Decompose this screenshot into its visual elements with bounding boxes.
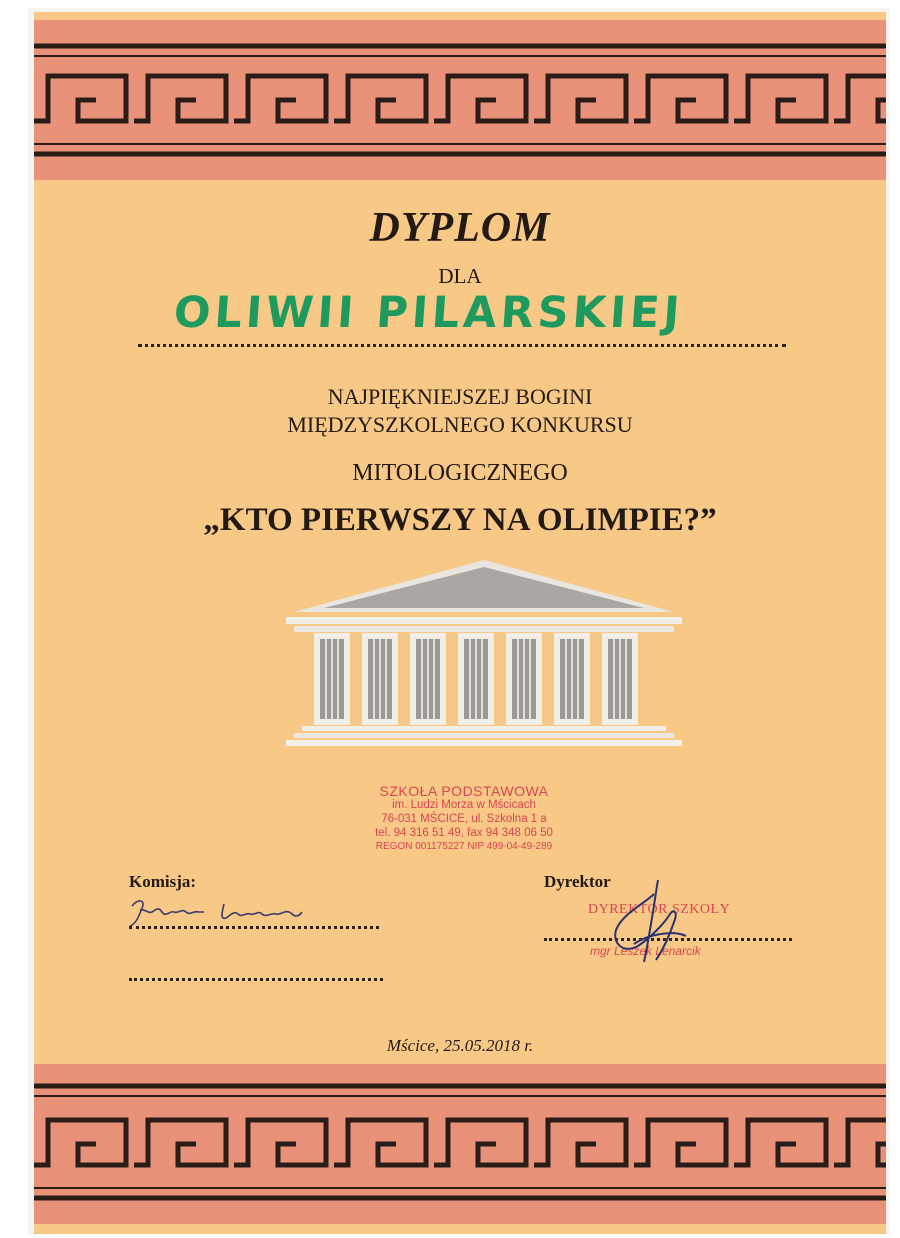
award-line-3: MITOLOGICZNEGO — [352, 460, 568, 486]
meander-pattern-top — [34, 20, 886, 180]
meander-pattern-bottom — [34, 1064, 886, 1224]
committee-signature-line-1 — [129, 924, 379, 929]
top-meander-border — [34, 20, 886, 180]
school-stamp — [364, 784, 564, 854]
recipient-handwritten-name: OLIWII PILARSKIEJ — [172, 288, 686, 338]
bottom-meander-border — [34, 1064, 886, 1224]
committee-label: Komisja: — [129, 872, 197, 891]
school-stamp-patron: im. Ludzi Morza w Mścicach — [392, 799, 536, 811]
award-line-2: MIĘDZYSZKOLNEGO KONKURSU — [287, 412, 633, 437]
greek-temple-icon — [284, 557, 684, 752]
contest-name: „KTO PIERWSZY NA OLIMPIE?” — [203, 502, 717, 538]
school-stamp-ids: REGON 001175227 NIP 499-04-49-289 — [375, 841, 553, 852]
school-stamp-address: 76-031 MŚCICE, ul. Szkolna 1 a — [381, 813, 547, 825]
director-signature — [594, 874, 704, 974]
director-stamp-name: mgr Leszek Lenarcik — [590, 944, 701, 958]
diploma-title: DYPLOM — [369, 205, 551, 251]
school-stamp-phone: tel. 94 316 51 49, fax 94 348 06 50 — [375, 827, 553, 839]
diploma-page — [34, 12, 886, 1234]
director-stamp-title: DYREKTOR SZKOŁY — [588, 902, 731, 917]
committee-signature-line-2 — [129, 976, 383, 981]
place-date: Mścice, 25.05.2018 r. — [386, 1036, 534, 1055]
director-label: Dyrektor — [544, 872, 611, 891]
award-line-1: NAJPIĘKNIEJSZEJ BOGINI — [327, 384, 593, 409]
school-stamp-name: SZKOŁA PODSTAWOWA — [379, 783, 549, 799]
for-label: DLA — [438, 264, 482, 288]
